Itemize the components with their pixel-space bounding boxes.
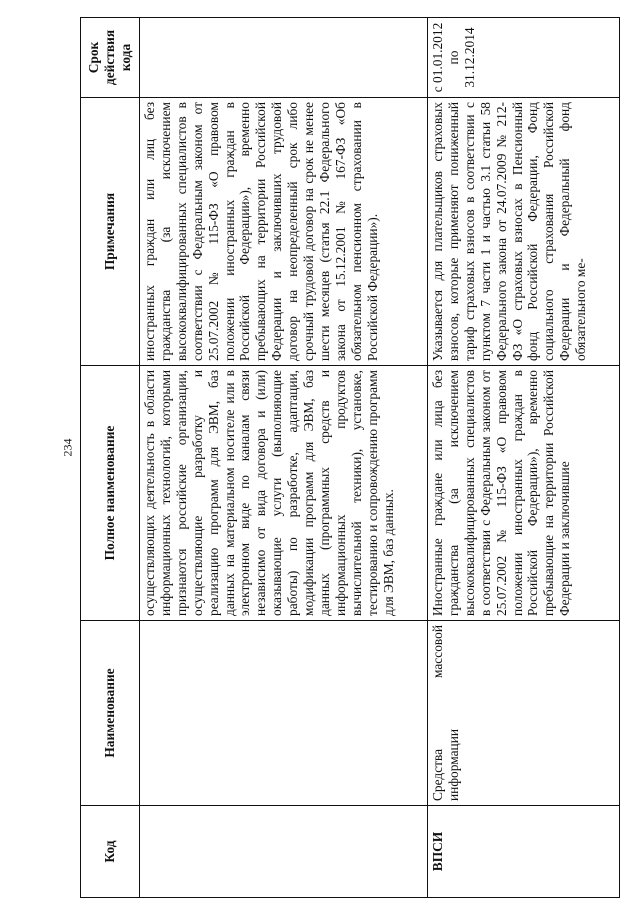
row-validity: [140, 18, 428, 98]
header-name: Наименование: [81, 621, 140, 806]
row-name: [140, 621, 428, 806]
row-notes: Указывается для плательщиков страховых взносов, которые применяют пониженный тариф страховых взносов в соответствии с пунктом 7 части 1 и частью 3.1 статьи 58 Федерального закона от 24.07.2009 № 212-ФЗ «О страховых взносах в Пенсионный фонд Российской Федерации, Фонд социального страхования Российской Федерации и Федеральный фонд обязательного ме-: [428, 98, 620, 366]
header-full-name: Полное наименование: [81, 366, 140, 621]
row-name: Средства массовой информации: [428, 621, 620, 806]
row-validity: с 01.01.2012 по 31.12.2014: [428, 18, 620, 98]
rotated-table-page: [80, 18, 620, 898]
table-row: [428, 18, 620, 898]
header-notes: Примечания: [81, 98, 140, 366]
row-full-name: осуществляющих деятельность в области информационных технологий, которыми признаются российские организации, осуществляющие разработку и реализацию программ для ЭВМ, баз данных на материальном носителе или в электронном виде по каналам связи независимо от вида договора и (или) оказывающие услуги (выполняющие работы) по разработке, адаптации, модификации программ для ЭВМ, баз данных (программных средств и информационных продуктов вычислительной техники), установке, тестированию и сопровождению программ для ЭВМ, баз данных.: [140, 366, 428, 621]
row-notes: иностранных граждан или лиц без гражданства (за исключением высококвалифицированных специалистов в соответствии с Федеральным законом от 25.07.2002 № 115-ФЗ «О правовом положении иностранных граждан в Российской Федерации»), временно пребывающих на территории Российской Федерации и заключивших трудовой договор на неопределенный срок либо срочный трудовой договор на срок не менее шести месяцев (статья 22.1 Федерального закона от 15.12.2001 № 167-ФЗ «Об обязательном пенсионном страховании в Российской Федерации»).: [140, 98, 428, 366]
table-row: [140, 18, 428, 898]
header-validity: Срок действия кода: [81, 18, 140, 98]
table-header-row: [81, 18, 140, 898]
header-code: Код: [81, 806, 140, 898]
row-code: ВПСИ: [428, 806, 620, 898]
row-full-name: Иностранные граждане или лица без гражданства (за исключением высококвалифицированных специалистов в соответствии с Федеральным законом от 25.07.2002 № 115-ФЗ «О правовом положении иностранных граждан в Российской Федерации»), временно пребывающие на территории Российской Федерации и заключившие: [428, 366, 620, 621]
page-number: 234: [60, 438, 75, 457]
row-code: [140, 806, 428, 898]
codes-table: [80, 17, 620, 898]
